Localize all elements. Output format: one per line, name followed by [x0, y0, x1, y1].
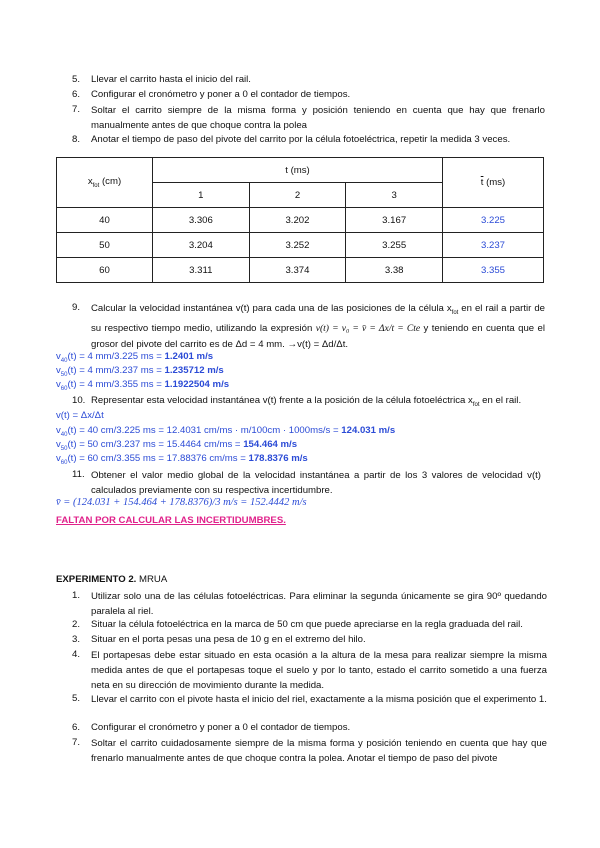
exp2-step-4-text: El portapesas debe estar situado en esta ocasión a la altura de la mesa para realizar siempre la misma medida antes de que el portapesas toque el suelo y por lo tanto, estado el carrito sometido a una fuerza neta en su dirección de movimiento durante la medida. — [91, 650, 547, 691]
table-row — [57, 208, 544, 233]
velocity-result-50: $v_{50}(t) = 4$ mm/3.237 ms = 1.235712 m/s — [56, 365, 224, 378]
velocity-result-40: $v_{40}(t) = 4$ mm/3.225 ms = 1.2401 m/s — [56, 351, 214, 364]
cell-mean: 3.225 — [443, 208, 544, 233]
subheader-1: 1 — [153, 183, 250, 208]
cell-t2: 3.252 — [249, 233, 346, 258]
mean-velocity-formula: v̄ = (124.031 + 154.464 + 178.8376)/3 m/s = 152.4442 m/s — [56, 497, 307, 508]
step-7-text: Soltar el carrito siempre de la misma forma y posición teniendo en cuenta que hay que frenarlo manualmente antes de que choque contra la polea — [91, 105, 545, 131]
cell-t1: 3.204 — [153, 233, 250, 258]
cell-t1: 3.306 — [153, 208, 250, 233]
velocity-result2-60: $v_{60}(t) = 60$ cm/3.355 ms = 17.88376 cm/ms = 178.8376 m/s — [56, 453, 308, 466]
table-row — [57, 233, 544, 258]
cell-x: 60 — [57, 258, 153, 283]
velocity-result2-50: $v_{50}(t) = 50$ cm/3.237 ms = 15.4464 cm/ms = 154.464 m/s — [56, 439, 298, 452]
cell-t2: 3.202 — [249, 208, 346, 233]
cell-t2: 3.374 — [249, 258, 346, 283]
step-11-text: Obtener el valor medio global de la velocidad instantánea a partir de los 3 valores de velocidad v(t) calculados previamente con su respectiva incertidumbre. — [91, 470, 541, 496]
section-title: EXPERIMENTO 2. MRUA — [56, 574, 168, 585]
velocity-definition: v(t) = Δx/Δt — [56, 410, 104, 421]
header-t: t (ms) — [153, 158, 443, 183]
exp2-step-5-text: Llevar el carrito con el pivote hasta el inicio del riel, exactamente a la misma posición que el experimento 1. — [91, 694, 547, 705]
velocity-formula: v(t) = v₀ = v̄ = Δx/t = Cte — [315, 322, 421, 334]
cell-t1: 3.311 — [153, 258, 250, 283]
subheader-2: 2 — [249, 183, 346, 208]
table-row — [57, 258, 544, 283]
cell-t3: 3.38 — [346, 258, 443, 283]
cell-x: 50 — [57, 233, 153, 258]
exp2-step-1-text: Utilizar solo una de las células fotoeléctricas. Para eliminar la segunda únicamente se gira 90º quedando paralela al riel. — [91, 591, 547, 617]
header-tmean: $\overline{t}$ (ms) — [443, 158, 544, 208]
cell-mean: 3.355 — [443, 258, 544, 283]
header-xfot: $x_{fot}$ (cm) — [57, 158, 153, 208]
subheader-3: 3 — [346, 183, 443, 208]
velocity-result-60: $v_{60}(t) = 4$ mm/3.355 ms = 1.1922504 m/s — [56, 379, 230, 392]
time-measurements-table — [56, 157, 544, 283]
velocity-result2-40: $v_{40}(t) = 40$ cm/3.225 ms = 12.4031 cm/ms · m/100cm · 1000ms/s = 124.031 m/s — [56, 425, 396, 438]
exp2-step-7-text: Soltar el carrito cuidadosamente siempre de la misma forma y posición teniendo en cuenta que hay que frenarlo manualmente antes de que choque contra la polea. Anotar el tiempo de paso del pivote — [91, 738, 547, 764]
step-9-text: Calcular la velocidad instantánea v(t) para cada una de las posiciones de la célula $x_{fot}$ en el rail a partir de su respectivo tiempo medio, utilizando la expresión v(t) = v₀ = v̄ = Δx/t = Cte y teniendo en cuenta que el grosor del pivote del carrito es de Δd = 4 mm. →v(t) = Δd/Δt. — [91, 303, 546, 350]
cell-t3: 3.167 — [346, 208, 443, 233]
cell-x: 40 — [57, 208, 153, 233]
cell-t3: 3.255 — [346, 233, 443, 258]
missing-uncertainties-note: FALTAN POR CALCULAR LAS INCERTIDUMBRES. — [56, 515, 286, 526]
cell-mean: 3.237 — [443, 233, 544, 258]
